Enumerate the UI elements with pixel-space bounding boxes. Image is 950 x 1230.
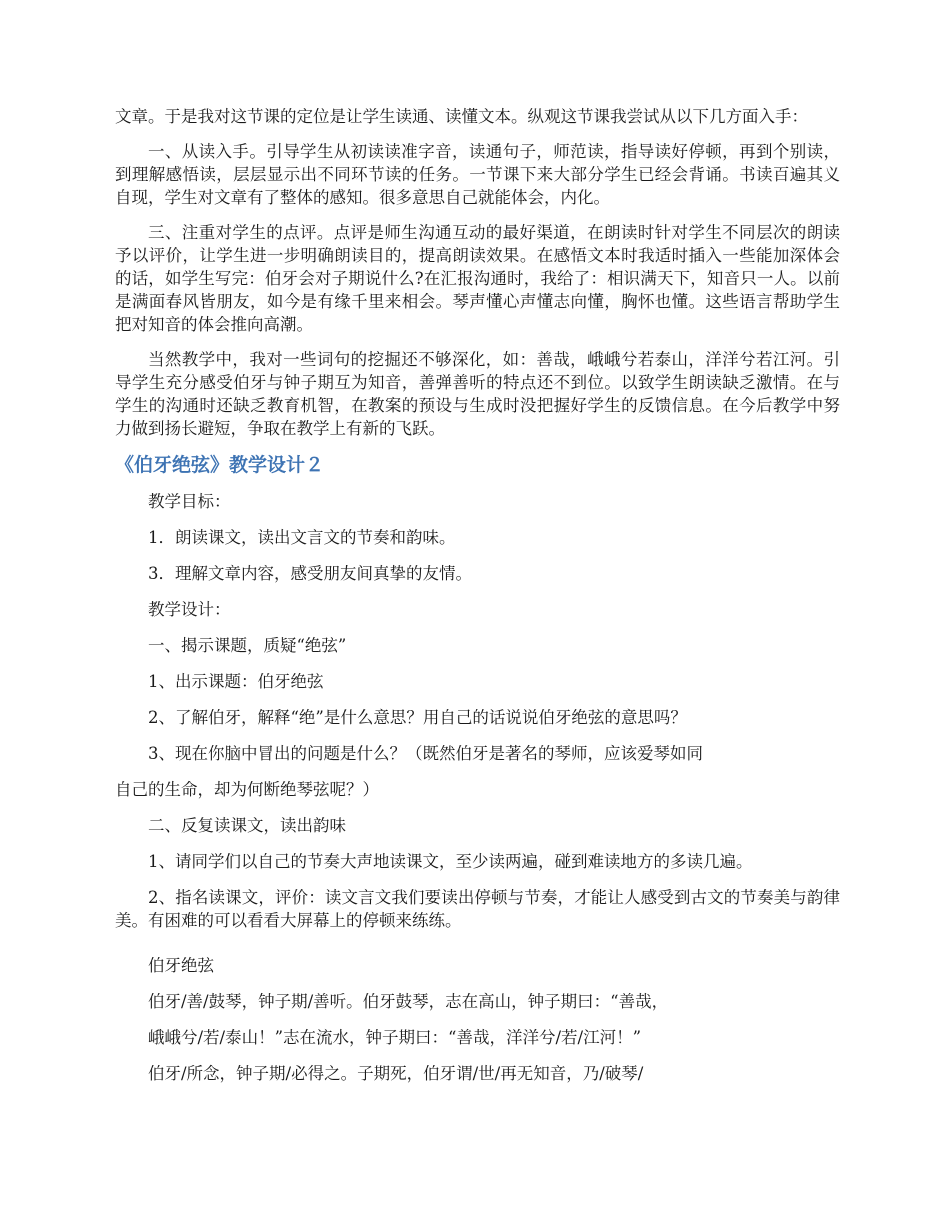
teaching-goal-3: 3．理解文章内容，感受朋友间真挚的友情。 <box>148 564 472 583</box>
intro-paragraph-2: 一、从读入手。引导学生从初读读准字音，读通句子，师范读，指导读好停顿，再到个别读，到理解感悟读，层层显示出不同环节读的任务。一节课下来大部分学生已经会背诵。书读百遍其义自现，学生对文章有了整体的感知。很多意思自己就能体会，内化。 <box>115 142 840 207</box>
intro-paragraph-3: 三、注重对学生的点评。点评是师生沟通互动的最好渠道，在朗读时针对学生不同层次的朗读予以评价，让学生进一步明确朗读目的，提高朗读效果。在感悟文本时我适时插入一些能加深体会的话，如学生写完：伯牙会对子期说什么?在汇报沟通时，我给了：相识满天下，知音只一人。以前是满面春风皆朋友，如今是有缘千里来相会。琴声懂心声懂志向懂，胸怀也懂。这些语言帮助学生把对知音的体会推向高潮。 <box>115 223 840 334</box>
teaching-goal-label: 教学目标： <box>148 492 231 511</box>
step2-title: 二、反复读课文，读出韵味 <box>148 816 346 835</box>
intro-paragraph-1: 文章。于是我对这节课的定位是让学生读通、读懂文本。纵观这节课我尝试从以下几方面入手： <box>115 107 808 126</box>
section-heading: 《伯牙绝弦》教学设计２ <box>115 454 325 476</box>
step1-item-3: 3、现在你脑中冒出的问题是什么？（既然伯牙是著名的琴师，应该爱琴如同 <box>148 744 703 763</box>
step2-item-1: 1、请同学们以自己的节奏大声地读课文，至少读两遍，碰到难读地方的多读几遍。 <box>148 852 753 871</box>
text-line-1: 伯牙/善/鼓琴，钟子期/善听。伯牙鼓琴，志在高山，钟子期曰：“善哉， <box>148 992 669 1011</box>
teaching-goal-1: 1．朗读课文，读出文言文的节奏和韵味。 <box>148 528 456 547</box>
step2-item-2: 2、指名读课文，评价：读文言文我们要读出停顿与节奏，才能让人感受到古文的节奏美与韵律美。有困难的可以看看大屏幕上的停顿来练练。 <box>115 888 840 930</box>
text-line-2: 峨峨兮/若/泰山！”志在流水，钟子期曰：“善哉，洋洋兮/若/江河！” <box>148 1028 642 1047</box>
teaching-design-label: 教学设计： <box>148 600 231 619</box>
step1-item-1: 1、出示课题：伯牙绝弦 <box>148 672 324 691</box>
text-line-3: 伯牙/所念，钟子期/必得之。子期死，伯牙谓/世/再无知音，乃/破琴/ <box>148 1064 644 1083</box>
step1-item-3-continued: 自己的生命，却为何断绝琴弦呢？） <box>115 780 379 799</box>
intro-paragraph-4: 当然教学中，我对一些词句的挖掘还不够深化，如：善哉，峨峨兮若泰山，洋洋兮若江河。引导学生充分感受伯牙与钟子期互为知音，善弹善听的特点还不到位。以致学生朗读缺乏激情。在与学生的沟通时还缺乏教育机智，在教案的预设与生成时没把握好学生的反馈信息。在今后教学中努力做到扬长避短，争取在教学上有新的飞跃。 <box>115 350 840 438</box>
text-title: 伯牙绝弦 <box>148 956 214 975</box>
step1-item-2: 2、了解伯牙，解释“绝”是什么意思？用自己的话说说伯牙绝弦的意思吗？ <box>148 708 687 727</box>
document-page <box>115 105 840 1098</box>
step1-title: 一、揭示课题，质疑“绝弦” <box>148 636 347 655</box>
